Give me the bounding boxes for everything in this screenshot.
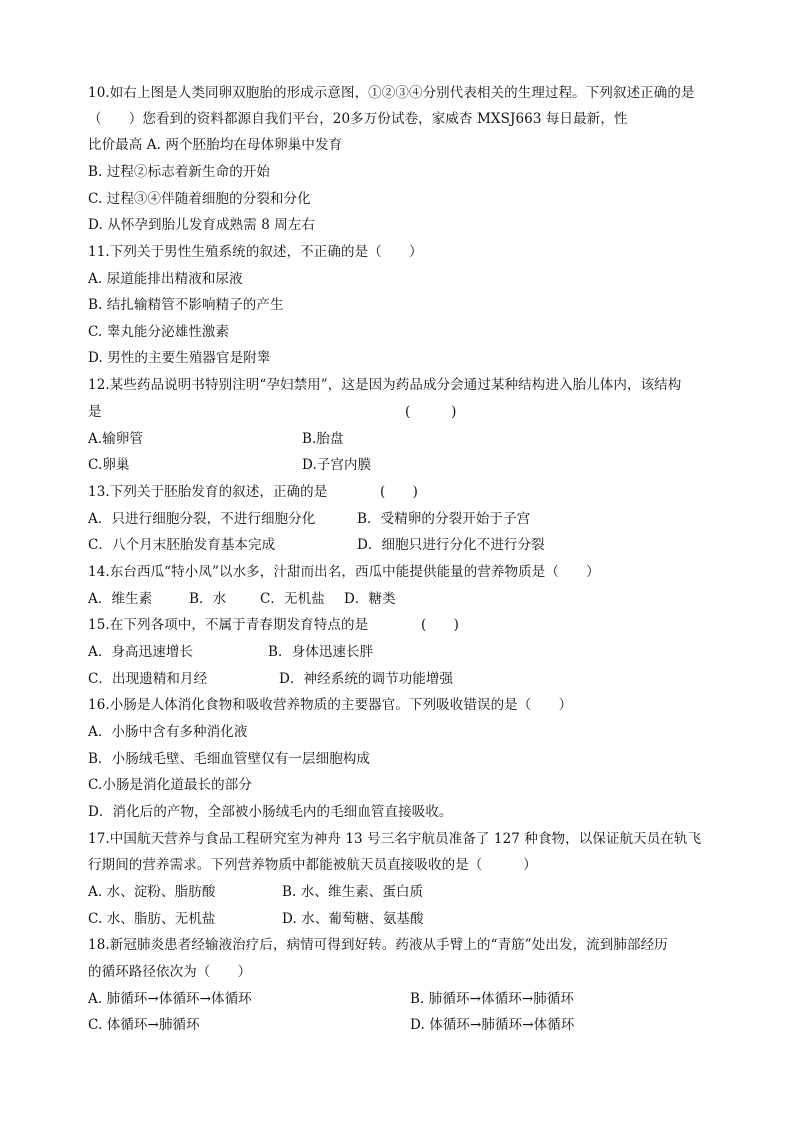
q14-options bbox=[88, 591, 396, 607]
q16-option-d: D．消化后的产物，全部被小肠绒毛内的毛细血管直接吸收。 bbox=[88, 804, 453, 820]
q18-stem-line2: 的循环路径依次为（ ） bbox=[88, 964, 252, 980]
q13-stem bbox=[88, 484, 418, 500]
q15-option-b: B．身体迅速长胖 bbox=[268, 644, 374, 660]
q15-stem bbox=[88, 617, 459, 633]
q10-stem-line2: （ ）您看到的资料都源自我们平台，20多万份试卷，家威杏 MXSJ663 每日最新，性 bbox=[88, 111, 628, 127]
q17-stem-line2: 行期间的营养需求。下列营养物质中都能被航天员直接吸收的是（ ） bbox=[88, 857, 537, 873]
q13-option-d: D．细胞只进行分化不进行分裂 bbox=[357, 537, 545, 553]
q13-option-c: C．八个月末胚胎发育基本完成 bbox=[88, 537, 276, 553]
q17-stem-line1: 17.中国航天营养与食品工程研究室为神舟 13 号三名宇航员准备了 127 种食物，以保证航天员在轨飞 bbox=[88, 831, 702, 847]
q18-options-row1 bbox=[88, 991, 575, 1007]
q18-option-a: A. 肺循环→体循环→体循环 bbox=[88, 991, 252, 1007]
q10-option-d: D. 从怀孕到胎儿发育成熟需 8 周左右 bbox=[88, 217, 316, 233]
q10-stem-line1: 10.如右上图是人类同卵双胞胎的形成示意图，①②③④分别代表相关的生理过程。下列叙述正确的是 bbox=[88, 85, 695, 101]
q12-option-d: D.子宫内膜 bbox=[302, 457, 372, 473]
q17-option-b: B. 水、维生素、蛋白质 bbox=[282, 884, 424, 900]
q13-options-row2 bbox=[88, 537, 545, 553]
q12-option-a: A.输卵管 bbox=[88, 431, 144, 447]
q17-options-row2 bbox=[88, 911, 424, 927]
q12-stem-line2-text: 是 bbox=[88, 404, 102, 420]
q14-option-d: D．糖类 bbox=[344, 591, 396, 607]
q17-option-c: C. 水、脂肪、无机盐 bbox=[88, 911, 216, 927]
q15-options-row2 bbox=[88, 671, 454, 687]
q13-option-b: B．受精卵的分裂开始于子宫 bbox=[357, 511, 531, 527]
q10-option-c: C. 过程③④伴随着细胞的分裂和分化 bbox=[88, 191, 311, 207]
q15-option-d: D．神经系统的调节功能增强 bbox=[279, 671, 454, 687]
q14-option-b: B．水 bbox=[189, 591, 227, 607]
q18-option-b: B. 肺循环→体循环→肺循环 bbox=[410, 991, 575, 1007]
q16-stem: 16.小肠是人体消化食物和吸收营养物质的主要器官。下列吸收错误的是（ ） bbox=[88, 697, 573, 713]
q17-option-a: A. 水、淀粉、脂肪酸 bbox=[88, 884, 216, 900]
q18-option-d: D. 体循环→肺循环→体循环 bbox=[410, 1017, 575, 1033]
q13-options-row1 bbox=[88, 511, 531, 527]
q10-option-b: B. 过程②标志着新生命的开始 bbox=[88, 164, 271, 180]
q11-option-b: B. 结扎输精管不影响精子的产生 bbox=[88, 297, 284, 313]
q13-stem-text: 13.下列关于胚胎发育的叙述，正确的是 bbox=[88, 484, 328, 500]
q11-option-c: C. 睾丸能分泌雄性激素 bbox=[88, 324, 230, 340]
q17-option-d: D. 水、葡萄糖、氨基酸 bbox=[282, 911, 424, 927]
q11-option-d: D. 男性的主要生殖器官是附睾 bbox=[88, 350, 271, 366]
q10-stem-line3: 比价最高 A. 两个胚胎均在母体卵巢中发育 bbox=[88, 137, 343, 153]
q12-option-c: C.卵巢 bbox=[88, 457, 130, 473]
q15-option-c: C．出现遗精和月经 bbox=[88, 671, 208, 687]
q12-stem-line2 bbox=[88, 404, 457, 420]
q11-stem: 11.下列关于男性生殖系统的叙述，不正确的是（ ） bbox=[88, 244, 423, 260]
q13-option-a: A．只进行细胞分裂，不进行细胞分化 bbox=[88, 511, 316, 527]
q15-stem-text: 15.在下列各项中，不属于青春期发育特点的是 bbox=[88, 617, 369, 633]
q15-options-row1 bbox=[88, 644, 374, 660]
q14-stem: 14.东台西瓜“特小凤”以水多，汁甜而出名，西瓜中能提供能量的营养物质是（ ） bbox=[88, 564, 600, 580]
q14-option-a: A．维生素 bbox=[88, 591, 153, 607]
q12-option-b: B.胎盘 bbox=[302, 431, 344, 447]
q12-options-row1 bbox=[88, 431, 344, 447]
q18-options-row2 bbox=[88, 1017, 575, 1033]
q13-answer-bracket: ( ) bbox=[380, 484, 418, 500]
q15-option-a: A．身高迅速增长 bbox=[88, 644, 194, 660]
q12-answer-bracket: ( ) bbox=[405, 404, 457, 420]
q17-options-row1 bbox=[88, 884, 424, 900]
q18-stem-line1: 18.新冠肺炎患者经输液治疗后，病情可得到好转。药液从手臂上的“青筋”处出发，流到肺部经历 bbox=[88, 937, 668, 953]
q16-option-b: B．小肠绒毛壁、毛细血管壁仅有一层细胞构成 bbox=[88, 751, 371, 767]
q11-option-a: A. 尿道能排出精液和尿液 bbox=[88, 271, 243, 287]
q16-option-c: C.小肠是消化道最长的部分 bbox=[88, 777, 252, 793]
q16-option-a: A．小肠中含有多种消化液 bbox=[88, 724, 248, 740]
q14-option-c: C．无机盐 bbox=[260, 591, 325, 607]
q15-answer-bracket: ( ) bbox=[421, 617, 459, 633]
q12-options-row2 bbox=[88, 457, 372, 473]
q18-option-c: C. 体循环→肺循环 bbox=[88, 1017, 200, 1033]
q12-stem-line1: 12.某些药品说明书特别注明“孕妇禁用”，这是因为药品成分会通过某种结构进入胎儿体内，该结构 bbox=[88, 377, 682, 393]
